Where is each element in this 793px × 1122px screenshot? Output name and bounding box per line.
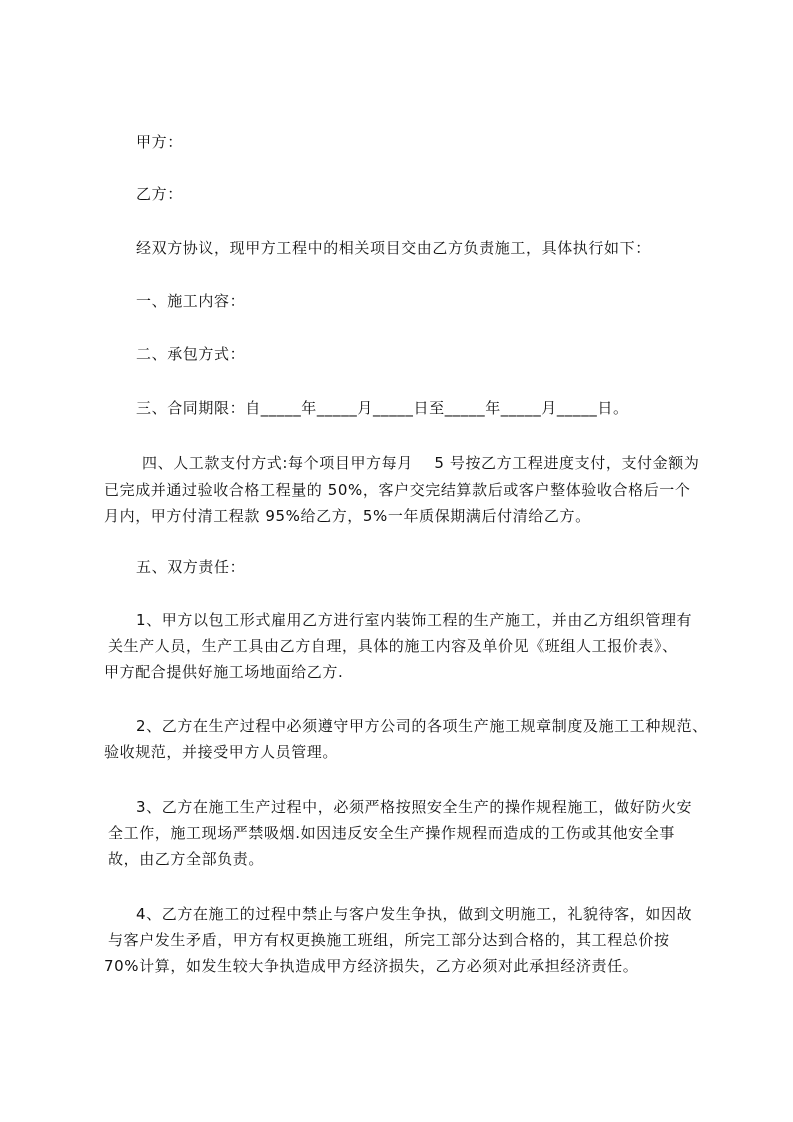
section-4-line: 四、人工款支付方式:每个项目甲方每月 5 号按乙方工程进度支付，支付金额为 — [142, 454, 700, 472]
responsibility-1-line: 1、甲方以包工形式雇用乙方进行室内装饰工程的生产施工，并由乙方组织管理有 — [136, 611, 693, 629]
responsibility-4-line: 70%计算，如发生较大争执造成甲方经济损失，乙方必须对此承担经济责任。 — [104, 957, 639, 975]
responsibility-3-line: 全工作，施工现场严禁吸烟.如因违反安全生产操作规程而造成的工伤或其他安全事 — [108, 824, 675, 842]
section-4-line: 月内，甲方付清工程款 95%给乙方，5%一年质保期满后付清给乙方。 — [104, 507, 591, 525]
section-3-contract-term: 三、合同期限：自_____年_____月_____日至_____年_____月_____日。 — [136, 399, 629, 417]
responsibility-3-line: 3、乙方在施工生产过程中，必须严格按照安全生产的操作规程施工，做好防火安 — [136, 798, 693, 816]
intro-paragraph: 经双方协议，现甲方工程中的相关项目交由乙方负责施工，具体执行如下： — [136, 239, 651, 257]
section-5-heading: 五、双方责任： — [136, 558, 246, 576]
responsibility-1-line: 关生产人员，生产工具由乙方自理，具体的施工内容及单价见《班组人工报价表》、 — [108, 637, 678, 655]
responsibility-1-line: 甲方配合提供好施工场地面给乙方. — [104, 663, 344, 681]
party-a-label: 甲方： — [136, 133, 183, 151]
responsibility-2-line: 2、乙方在生产过程中必须遵守甲方公司的各项生产施工规章制度及施工工种规范、 — [136, 717, 708, 735]
responsibility-3-line: 故，由乙方全部负责。 — [108, 850, 265, 868]
responsibility-4-line: 与客户发生矛盾，甲方有权更换施工班组，所完工部分达到合格的，其工程总价按 — [108, 931, 670, 949]
section-4-line: 已完成并通过验收合格工程量的 50%，客户交完结算款后或客户整体验收合格后一个 — [104, 481, 691, 499]
party-b-label: 乙方： — [136, 185, 183, 203]
section-2-heading: 二、承包方式： — [136, 345, 246, 363]
responsibility-4-line: 4、乙方在施工的过程中禁止与客户发生争执，做到文明施工，礼貌待客，如因故 — [136, 905, 693, 923]
responsibility-2-line: 验收规范，并接受甲方人员管理。 — [104, 743, 339, 761]
section-1-heading: 一、施工内容： — [136, 292, 246, 310]
